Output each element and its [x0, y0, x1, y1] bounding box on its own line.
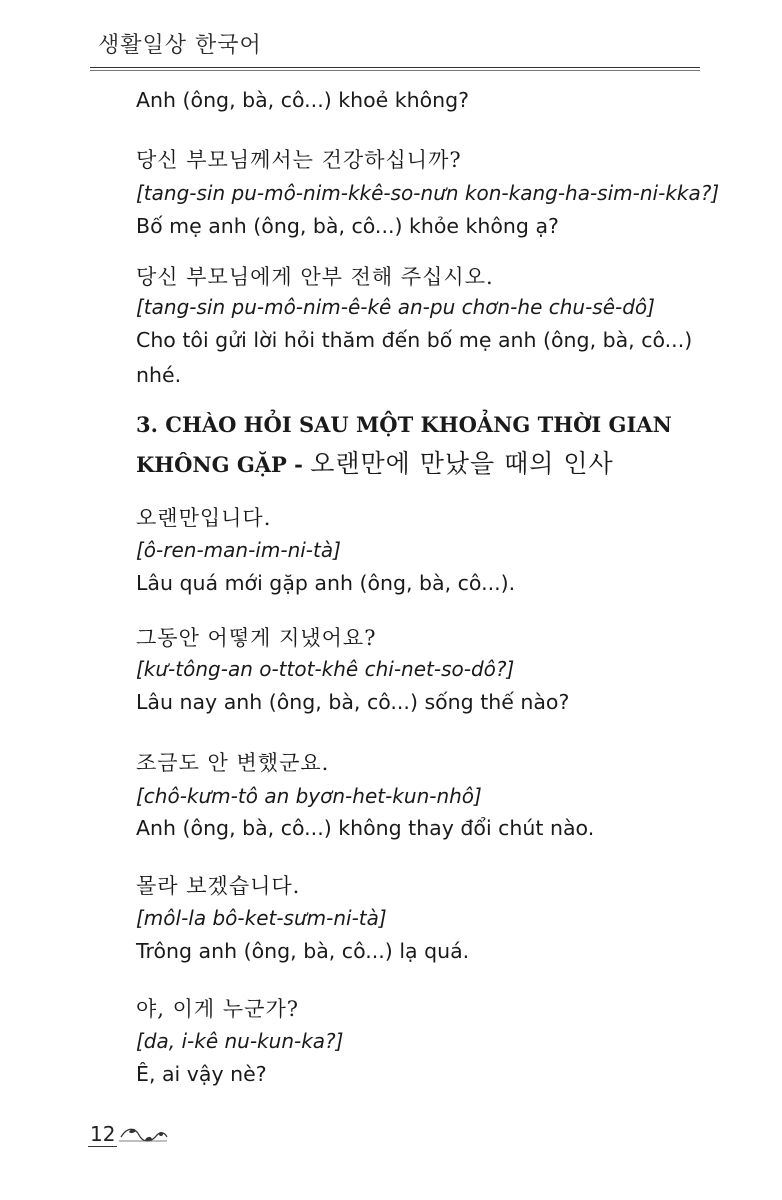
section-title-vi: KHÔNG GẶP	[136, 452, 287, 477]
decorative-vine-icon	[117, 1123, 169, 1147]
vi-line: Anh (ông, bà, cô...) không thay đổi chút nào.	[136, 816, 595, 840]
ko-line: 그동안 어떻게 지냈어요?	[136, 626, 377, 650]
page-footer	[88, 1122, 169, 1147]
vi-line: Lâu nay anh (ông, bà, cô...) sống thế nào?	[136, 690, 570, 714]
romanization-line: [tang-sin pu-mô-nim-kkê-so-nưn kon-kang-ha-sim-ni-kka?]	[136, 181, 720, 205]
vi-line: Anh (ông, bà, cô...) khoẻ không?	[136, 88, 470, 112]
ko-line: 몰라 보겠습니다.	[136, 874, 301, 898]
vi-line: Trông anh (ông, bà, cô...) lạ quá.	[136, 939, 470, 963]
vi-line: Ê, ai vậy nè?	[136, 1062, 267, 1086]
section-title-ko: 오랜만에 만났을 때의 인사	[310, 449, 614, 478]
page-number: 12	[90, 1122, 116, 1146]
romanization-line: [môl-la bô-ket-sưm-ni-tà]	[136, 906, 387, 930]
ko-line: 조금도 안 변했군요.	[136, 751, 330, 775]
vi-line: Cho tôi gửi lời hỏi thăm đến bố mẹ anh (ông, bà, cô...)	[136, 328, 693, 352]
section-title-separator: -	[286, 452, 311, 477]
romanization-line: [tang-sin pu-mô-nim-ê-kê an-pu chơn-he chu-sê-dô]	[136, 295, 655, 319]
running-header	[90, 28, 700, 71]
header-rule-thin	[90, 70, 700, 71]
header-rule	[90, 67, 700, 68]
vi-line: Bố mẹ anh (ông, bà, cô...) khỏe không ạ?	[136, 214, 559, 238]
romanization-line: [ô-ren-man-im-ni-tà]	[136, 538, 341, 562]
section-title-line-1: 3. CHÀO HỎI SAU MỘT KHOẢNG THỜI GIAN	[136, 412, 672, 437]
section-title-line-2	[136, 444, 614, 480]
vi-line: Lâu quá mới gặp anh (ông, bà, cô...).	[136, 571, 516, 595]
romanization-line: [kư-tông-an o-ttot-khê chi-net-so-dô?]	[136, 657, 515, 681]
romanization-line: [da, i-kê nu-kun-ka?]	[136, 1029, 344, 1053]
ko-line: 당신 부모님께서는 건강하십니까?	[136, 148, 462, 172]
ko-line: 당신 부모님에게 안부 전해 주십시오.	[136, 265, 494, 289]
romanization-line: [chô-kưm-tô an byơn-het-kun-nhô]	[136, 784, 482, 808]
vi-line: nhé.	[136, 363, 182, 387]
ko-line: 야, 이게 누군가?	[136, 997, 300, 1021]
header-title: 생활일상 한국어	[98, 33, 262, 58]
ko-line: 오랜만입니다.	[136, 506, 272, 530]
